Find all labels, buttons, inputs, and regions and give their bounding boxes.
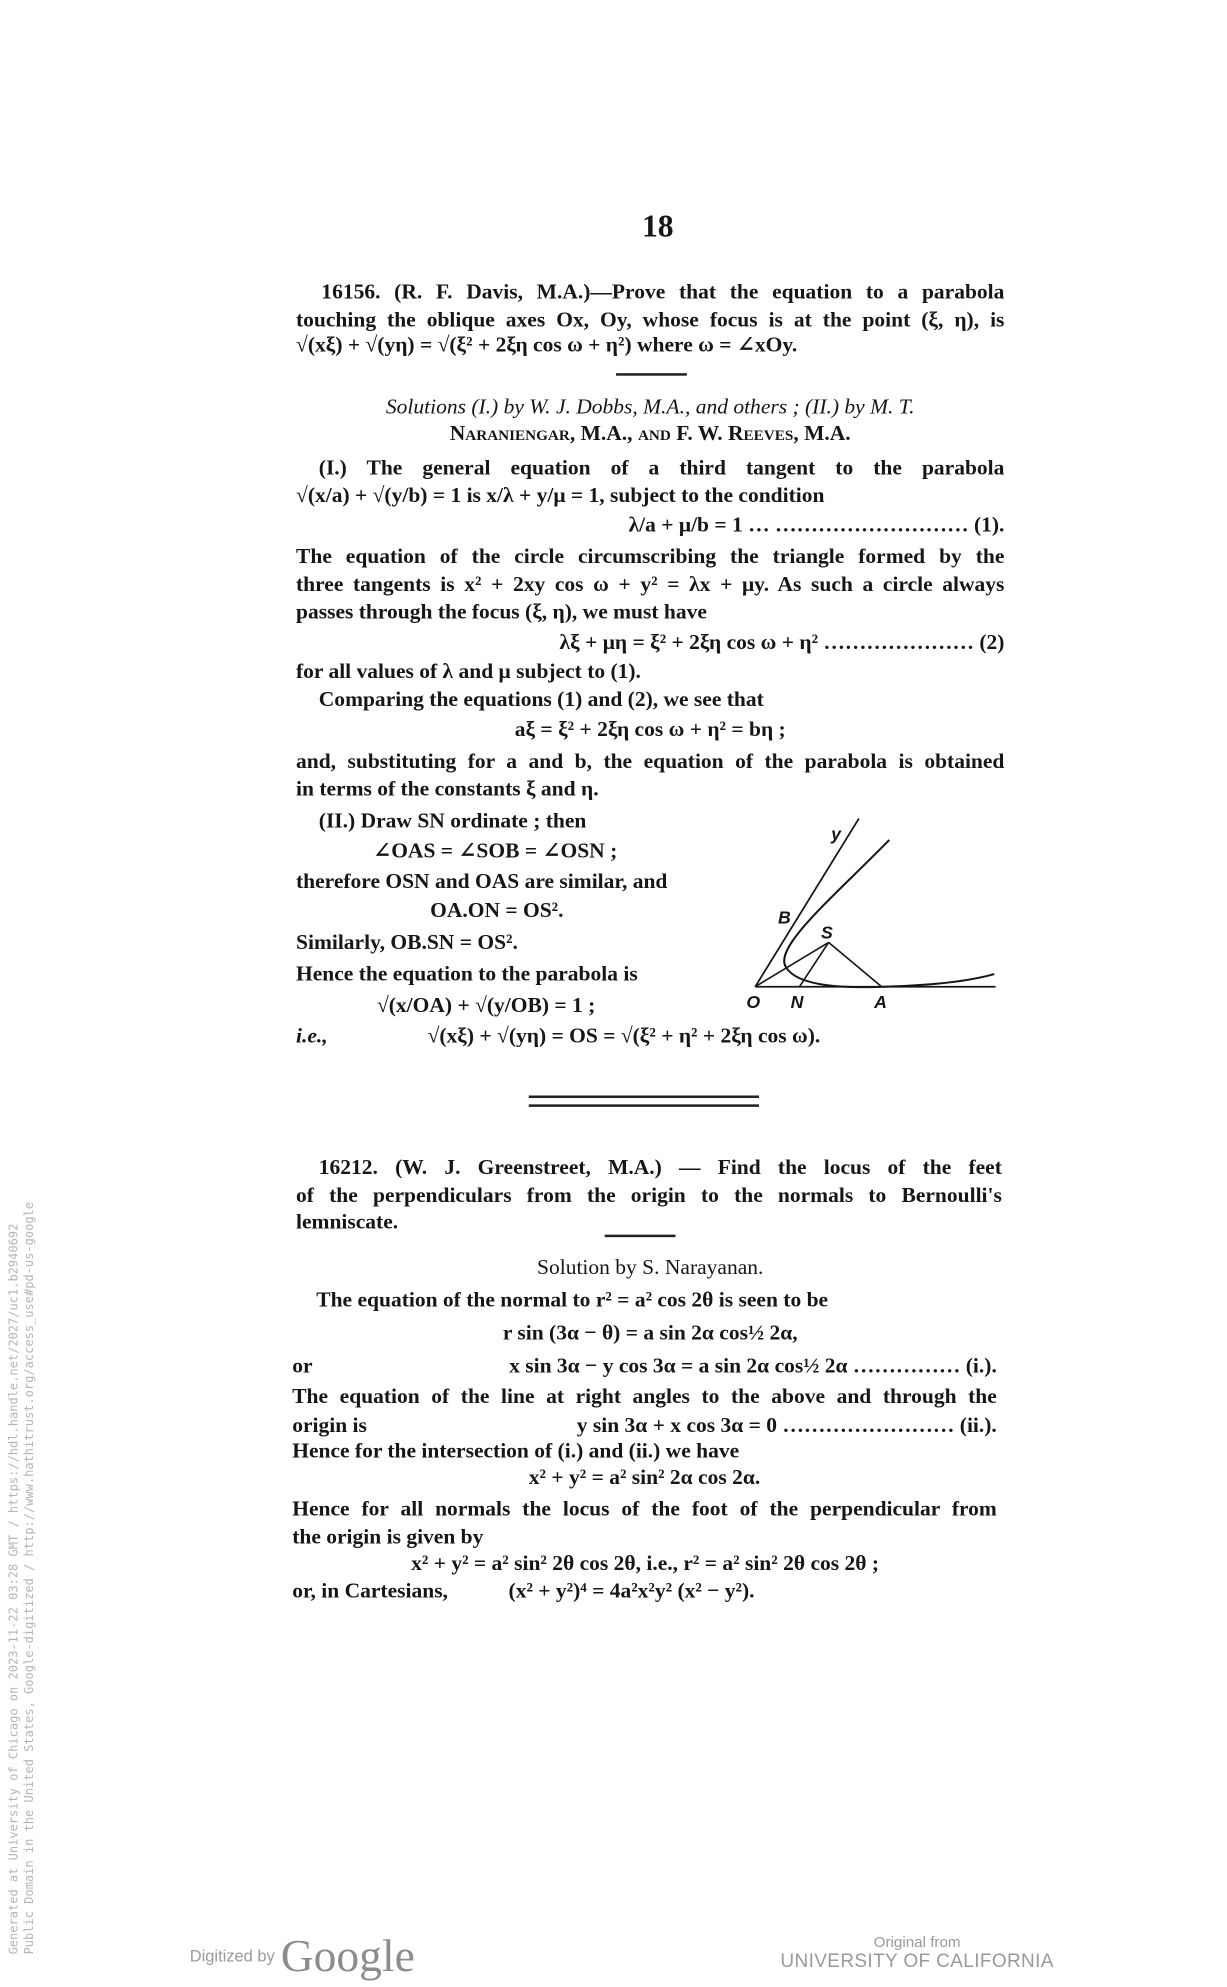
equation-2: λξ + μη = ξ² + 2ξη cos ω + η² ………………… (2) (559, 629, 1005, 655)
equation: r sin (3α − θ) = a sin 2α cos½ 2α, (502, 1320, 798, 1345)
problem-16156-line-3: √(xξ) + √(yη) = √(ξ² + 2ξη cos ω + η²) where ω = ∠xOy. (296, 332, 798, 357)
problem-16212-line-2: of the perpendiculars from the origin to the normals to Bernoulli's (296, 1182, 1002, 1207)
solution-line: passes through the focus (ξ, η), we must have (296, 599, 707, 624)
equation: x² + y² = a² sin² 2α cos 2α. (528, 1464, 761, 1489)
problem-text: (W. J. Greenstreet, M.A.) — Find the locus of the feet (395, 1154, 1002, 1179)
solution-line: √(x/a) + √(y/b) = 1 is x/λ + y/μ = 1, subject to the condition (296, 483, 825, 508)
or-label: or (292, 1353, 313, 1378)
original-source (759, 1933, 1075, 1972)
solution-line: Hence for all normals the locus of the foot of the perpendicular from (292, 1496, 997, 1521)
equation-1: λ/a + μ/b = 1 … ……………………… (1). (628, 512, 1005, 537)
equation: x² + y² = a² sin² 2θ cos 2θ, i.e., r² = a² sin² 2θ cos 2θ ; (411, 1550, 880, 1575)
watermark-line-2: Public Domain in the United States, Google-digitized / http://www.hathitrust.org/access_use#pd-us-google (22, 1201, 37, 1955)
equation: Similarly, OB.SN = OS². (296, 929, 518, 954)
solution-line: (II.) Draw SN ordinate ; then (318, 808, 587, 833)
section-divider (605, 1235, 676, 1238)
google-digitized-mark (190, 1929, 415, 1982)
solutions-heading-2: Naraniengar, M.A., and F. W. Reeves, M.A. (449, 421, 851, 446)
institution-name: UNIVERSITY OF CALIFORNIA (780, 1950, 1054, 1973)
label-A: A (874, 992, 887, 1013)
parabola-curve (784, 840, 994, 987)
solution-line: and, substituting for a and b, the equation of the parabola is obtained (296, 748, 1005, 773)
problem-16212-line-3: lemniscate. (296, 1209, 399, 1234)
solution-heading: Solution by S. Narayanan. (537, 1254, 764, 1279)
y-axis-line (755, 818, 859, 986)
solution-line: in terms of the constants ξ and η. (296, 776, 599, 801)
original-from-text: Original from (873, 1932, 961, 1951)
solutions-heading-1: Solutions (I.) by W. J. Dobbs, M.A., and others ; (II.) by M. T. (385, 394, 915, 419)
problem-16212-line-1 (319, 1155, 1002, 1180)
solution-line: Hence for the intersection of (i.) and (ii.) we have (292, 1438, 740, 1463)
solution-line: or, in Cartesians, (292, 1578, 448, 1603)
label-O: O (746, 992, 761, 1013)
solution-line: for all values of λ and μ subject to (1). (296, 659, 641, 684)
solution-line: The equation of the circle circumscribing the triangle formed by the (296, 543, 1005, 568)
google-logo: Google (280, 1930, 415, 1981)
hathitrust-watermark (8, 1202, 38, 1954)
line-SA (829, 942, 882, 986)
solution-line: Hence the equation to the parabola is (296, 961, 638, 986)
equation-ii: y sin 3α + x cos 3α = 0 …………………… (ii.). (576, 1413, 997, 1438)
label-N: N (790, 992, 804, 1013)
double-rule-bottom (529, 1104, 759, 1107)
equation: ∠OAS = ∠SOB = ∠OSN ; (373, 838, 618, 863)
solution-line: three tangents is x² + 2xy cos ω + y² = λx + μy. As such a circle always (296, 571, 1005, 596)
problem-text: (R. F. Davis, M.A.)—Prove that the equation to a parabola (394, 279, 1005, 304)
digitized-by-text: Digitized by (189, 1946, 275, 1966)
page-number: 18 (641, 209, 674, 245)
label-B: B (777, 907, 791, 928)
solution-line: The equation of the normal to r² = a² cos 2θ is seen to be (316, 1287, 829, 1312)
problem-number: 16156. (321, 279, 381, 304)
solution-line: (I.) The general equation of a third tangent to the parabola (318, 455, 1005, 480)
equation: √(xξ) + √(yη) = OS = √(ξ² + η² + 2ξη cos ω). (427, 1023, 821, 1048)
line-SN (799, 942, 828, 986)
solution-line: Comparing the equations (1) and (2), we see that (318, 686, 764, 711)
watermark-line-1: Generated at University of Chicago on 2023-11-22 03:28 GMT / https://hdl.handle.net/2027/uc1.b2940692 (7, 1223, 22, 1955)
label-S: S (820, 922, 833, 943)
solution-line: the origin is given by (292, 1524, 484, 1549)
solution-line: The equation of the line at right angles to the above and through the (292, 1383, 997, 1408)
problem-16156-line-2: touching the oblique axes Ox, Oy, whose focus is at the point (ξ, η), is (296, 307, 1005, 332)
equation: aξ = ξ² + 2ξη cos ω + η² = bη ; (514, 717, 786, 742)
line-OS (755, 942, 828, 986)
equation: OA.ON = OS². (430, 898, 564, 923)
double-rule-top (529, 1095, 759, 1098)
ie-label: i.e., (296, 1023, 328, 1048)
solution-line: origin is (292, 1413, 367, 1438)
solution-line: therefore OSN and OAS are similar, and (296, 869, 668, 894)
problem-number: 16212. (318, 1154, 378, 1179)
equation-i: x sin 3α − y cos 3α = a sin 2α cos½ 2α …………… (i.). (509, 1353, 997, 1378)
label-y: y (831, 823, 841, 844)
equation: √(x/OA) + √(y/OB) = 1 ; (376, 993, 596, 1018)
equation: (x² + y²)⁴ = 4a²x²y² (x² − y²). (508, 1578, 755, 1603)
